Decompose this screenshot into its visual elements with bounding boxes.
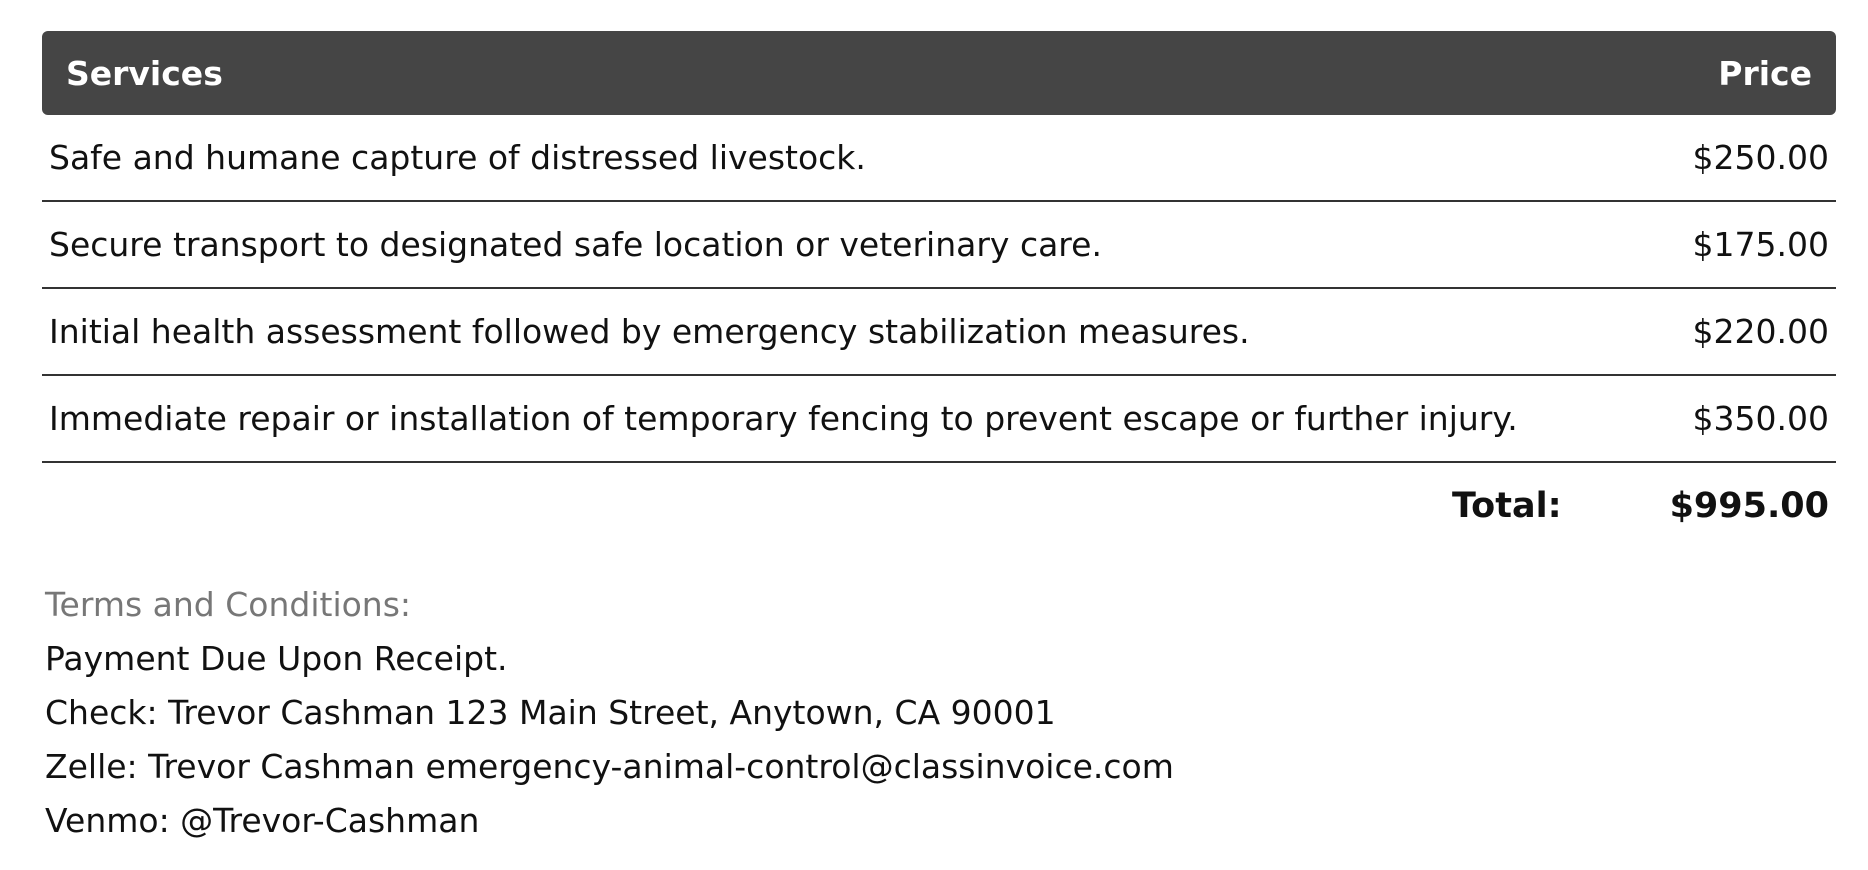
- terms-payment-due: Payment Due Upon Receipt.: [45, 639, 508, 678]
- service-description: Safe and humane capture of distressed livestock.: [49, 138, 866, 177]
- table-row: [42, 376, 1836, 463]
- table-row: [42, 289, 1836, 376]
- table-row: [42, 202, 1836, 289]
- table-header: [42, 31, 1836, 115]
- invoice-services-table: [42, 31, 1836, 548]
- service-price: $220.00: [1692, 312, 1829, 351]
- service-price: $250.00: [1692, 138, 1829, 177]
- table-row: [42, 115, 1836, 202]
- total-label: Total:: [1451, 485, 1562, 526]
- terms-heading: Terms and Conditions:: [45, 585, 412, 624]
- service-description: Immediate repair or installation of temporary fencing to prevent escape or further injury.: [49, 399, 1518, 438]
- terms-venmo-info: Venmo: @Trevor-Cashman: [45, 801, 480, 840]
- service-price: $350.00: [1692, 399, 1829, 438]
- total-row: [42, 463, 1836, 548]
- terms-and-conditions: [45, 578, 1174, 848]
- service-description: Secure transport to designated safe location or veterinary care.: [49, 225, 1102, 264]
- terms-zelle-info: Zelle: Trevor Cashman emergency-animal-control@classinvoice.com: [45, 747, 1174, 786]
- services-column-header: Services: [66, 53, 223, 93]
- price-column-header: Price: [1718, 53, 1812, 93]
- service-price: $175.00: [1692, 225, 1829, 264]
- service-rows: [42, 115, 1836, 463]
- terms-check-info: Check: Trevor Cashman 123 Main Street, Anytown, CA 90001: [45, 693, 1056, 732]
- service-description: Initial health assessment followed by emergency stabilization measures.: [49, 312, 1250, 351]
- total-value: $995.00: [1669, 485, 1829, 526]
